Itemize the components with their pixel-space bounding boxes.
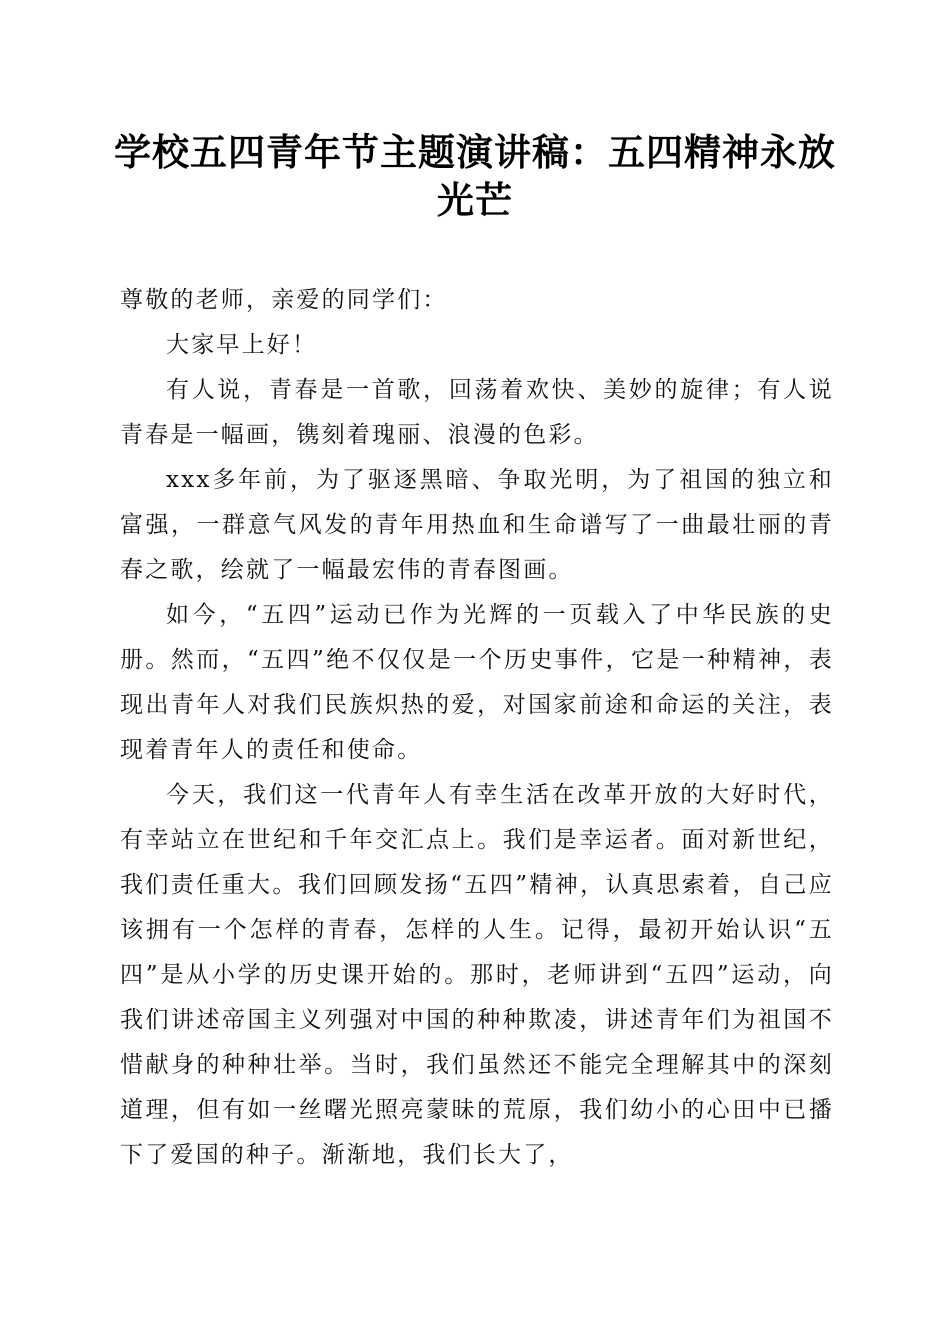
paragraph-youth-metaphor: 有人说，青春是一首歌，回荡着欢快、美妙的旋律；有人说青春是一幅画，镌刻着瑰丽、浪漫的色彩。 (120, 377, 834, 448)
paragraph-history: xxx多年前，为了驱逐黑暗、争取光明，为了祖国的独立和富强，一群意气风发的青年用热血和生命谱写了一曲最壮丽的青春之歌，绘就了一幅最宏伟的青春图画。 (120, 467, 834, 583)
paragraph-today: 今天，我们这一代青年人有幸生活在改革开放的大好时代，有幸站立在世纪和千年交汇点上。我们是幸运者。面对新世纪，我们责任重大。我们回顾发扬“五四”精神，认真思索着，自己应该拥有一个怎样的青春，怎样的人生。记得，最初开始认识“五四”是从小学的历史课开始的。那时，老师讲到“五四”运动，向我们讲述帝国主义列强对中国的种种欺凌，讲述青年们为祖国不惜献身的种种壮举。当时，我们虽然还不能完全理解其中的深刻道理，但有如一丝曙光照亮蒙昧的荒原，我们幼小的心田中已播下了爱国的种子。渐渐地，我们长大了， (120, 782, 834, 1168)
salutation: 尊敬的老师，亲爱的同学们： (120, 287, 448, 313)
document-body (120, 278, 834, 1178)
document-title: 学校五四青年节主题演讲稿：五四精神永放光芒 (114, 130, 836, 222)
paragraph-greeting: 大家早上好！ (166, 332, 318, 358)
paragraph-may-fourth-spirit: 如今，“五四”运动已作为光辉的一页载入了中华民族的史册。然而，“五四”绝不仅仅是一个历史事件，它是一种精神，表现出青年人对我们民族炽热的爱，对国家前途和命运的关注，表现着青年人的责任和使命。 (120, 602, 834, 763)
